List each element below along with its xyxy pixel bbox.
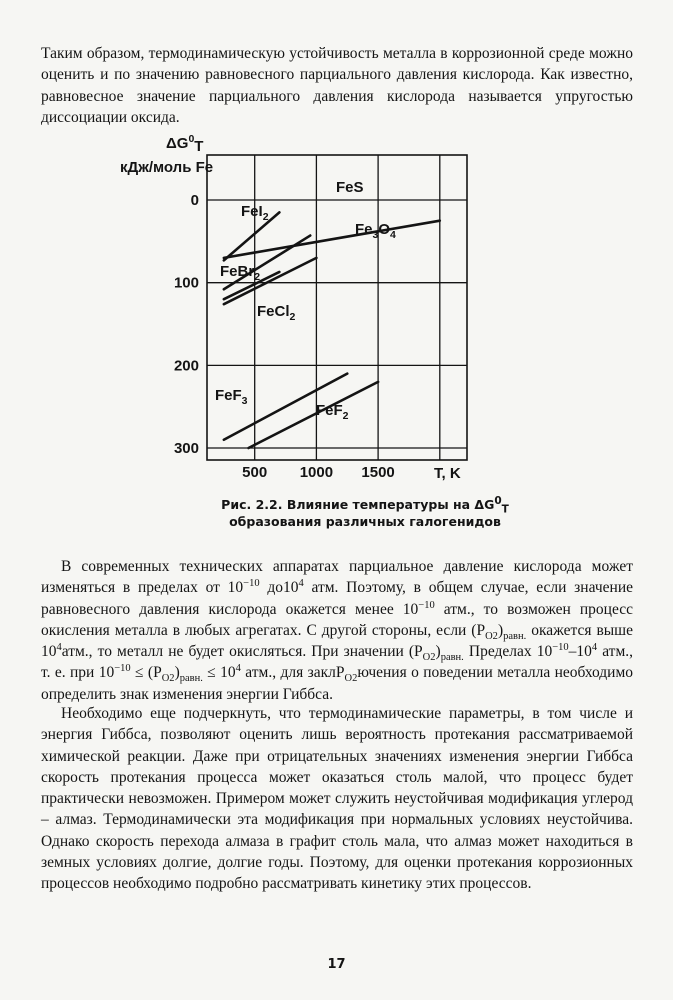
series-label-FeCl2: FeCl$_2$ — [257, 303, 296, 323]
y-tick-label-200: 200 — [173, 357, 199, 375]
figure-caption-line-2: образования различных галогенидов — [229, 514, 501, 529]
partial-pressure-paragraph: В современных технических аппаратах парциальное давление кислорода может изменяться в пределах от $10^{-10}$ $до10^4$ атм. Поэтому, в общем случае, если значение равновесного давления кислорода окажется менее $10^{-10}$ атм., то возможен процесс окисления металла в любых агрегатах. С другой стороны, если $(P_{O2})_{равн.}$ окажется выше $10^4атм$., то металл не будет окисляться. При значении $(P_{O2})_{равн.}$ Пределах $10^{-10}-10^4$ атм., т. е. при $10^{-10} \le (P_{O2})_{равн.} \le 10^4$ атм., для заклP$_{O2}$ючения о поведении металла необходимо определить знак изменения энергии Гиббса. — [41, 558, 634, 703]
x-tick-label-1500: 1500 — [361, 464, 395, 481]
x-tick-label-1000: 1000 — [299, 464, 334, 481]
x-tick-label-500: 500 — [242, 464, 268, 481]
page-number: 17 — [327, 957, 346, 972]
series-label-FeBr2: FeBr$_2$ — [220, 263, 261, 283]
chart-labels — [120, 133, 461, 482]
series-label-FeF3: FeF$_3$ — [215, 387, 248, 407]
y-axis-units: кДж/моль Fe — [120, 159, 214, 176]
figure-caption-line-1: Рис. 2.2. Влияние температуры на $\Delta G^0_T$ — [221, 494, 509, 516]
annotation-FeS: FeS — [336, 179, 364, 196]
series-line-FeS — [224, 221, 440, 258]
annotation-Fe3O4: $Fe_3O_4$ — [355, 221, 396, 241]
y-tick-label-100: 100 — [173, 274, 199, 292]
y-axis-symbol: $\Delta G^0T$ — [166, 133, 204, 155]
series-label-FeI2: FeI$_2$ — [241, 203, 269, 223]
intro-paragraph: Таким образом, термодинамическую устойчивость металла в коррозионной среде можно оценить и по значению равновесного парциального давления кислорода. Как известно, равновесное значение парциального давления кислорода называется упругостью диссоциации оксида. — [41, 45, 633, 126]
gibbs-energy-paragraph: Необходимо еще подчеркнуть, что термодинамические параметры, в том числе и энергия Гиббса, позволяют оценить лишь вероятность протекания рассматриваемой химической реакции. Даже при отрицательных значениях изменения энергии Гиббса скорость протекания процесса может оказаться столь малой, что процесс будет практически невозможен. Примером может служить неустойчивая модификация углерод – алмаз. Термодинамически эта модификация при нормальных условиях неустойчива. Однако скорость перехода алмаза в графит столь мала, что алмаз может находиться в земных условиях долгие, долгие годы. Поэтому, для оценки протекания коррозионных процессов необходимо подробно рассматривать кинетику этих процессов. — [41, 705, 633, 893]
y-tick-label-300: 300 — [173, 440, 199, 458]
y-tick-label-0: 0 — [190, 192, 199, 209]
series-label-FeF2: FeF$_2$ — [316, 402, 349, 422]
x-axis-title: T, K — [434, 465, 461, 482]
